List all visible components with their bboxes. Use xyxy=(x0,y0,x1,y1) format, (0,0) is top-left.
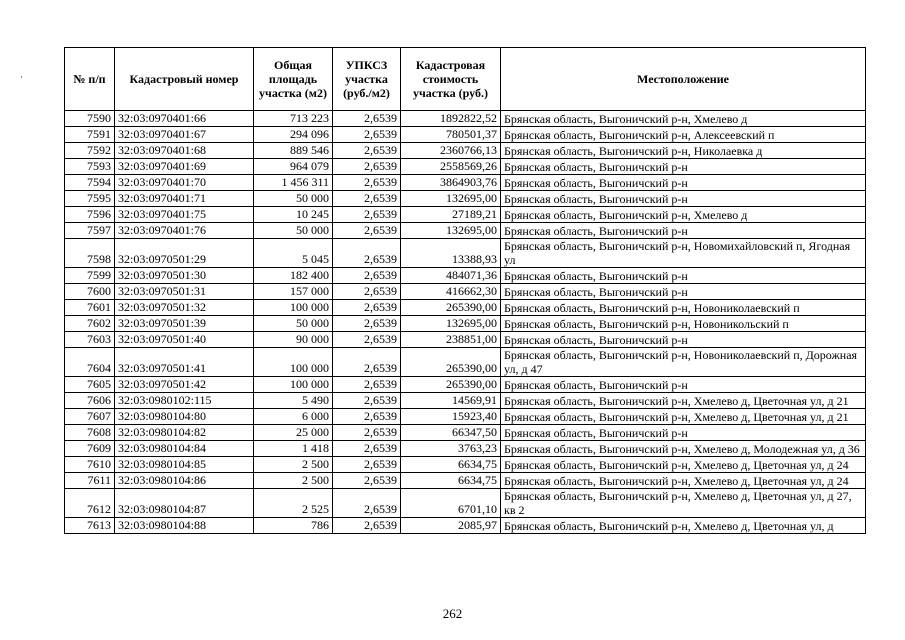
cost-value: 132695,00 xyxy=(401,191,501,207)
cost-value: 13388,93 xyxy=(401,239,501,268)
cadastral-number: 32:03:0970401:71 xyxy=(115,191,254,207)
area-value: 1 418 xyxy=(254,441,333,457)
cadastral-number: 32:03:0970401:70 xyxy=(115,175,254,191)
area-value: 25 000 xyxy=(254,425,333,441)
row-number: 7602 xyxy=(65,316,115,332)
row-number: 7612 xyxy=(65,489,115,518)
area-value: 713 223 xyxy=(254,111,333,127)
cost-value: 484071,36 xyxy=(401,268,501,284)
cost-value: 416662,30 xyxy=(401,284,501,300)
cost-value: 6634,75 xyxy=(401,473,501,489)
cadastral-number: 32:03:0970401:68 xyxy=(115,143,254,159)
header-num: № п/п xyxy=(65,48,115,111)
area-value: 90 000 xyxy=(254,332,333,348)
cadastral-number: 32:03:0970501:42 xyxy=(115,377,254,393)
table-row xyxy=(65,268,866,284)
row-number: 7595 xyxy=(65,191,115,207)
row-number: 7598 xyxy=(65,239,115,268)
cadastral-number: 32:03:0980104:80 xyxy=(115,409,254,425)
cadastral-number: 32:03:0970501:32 xyxy=(115,300,254,316)
cost-value: 6701,10 xyxy=(401,489,501,518)
area-value: 100 000 xyxy=(254,348,333,377)
row-number: 7601 xyxy=(65,300,115,316)
table-row xyxy=(65,284,866,300)
area-value: 50 000 xyxy=(254,316,333,332)
row-number: 7593 xyxy=(65,159,115,175)
row-number: 7607 xyxy=(65,409,115,425)
upks-value: 2,6539 xyxy=(333,518,401,534)
upks-value: 2,6539 xyxy=(333,316,401,332)
row-number: 7600 xyxy=(65,284,115,300)
row-number: 7590 xyxy=(65,111,115,127)
area-value: 964 079 xyxy=(254,159,333,175)
location-text: Брянская область, Выгоничский р-н, Хмелево д xyxy=(501,207,866,223)
location-text: Брянская область, Выгоничский р-н, Хмелево д, Молодежная ул, д 36 xyxy=(501,441,866,457)
row-number: 7592 xyxy=(65,143,115,159)
upks-value: 2,6539 xyxy=(333,268,401,284)
row-number: 7596 xyxy=(65,207,115,223)
table-row xyxy=(65,332,866,348)
upks-value: 2,6539 xyxy=(333,409,401,425)
cadastral-number: 32:03:0980104:82 xyxy=(115,425,254,441)
cadastral-number: 32:03:0970401:76 xyxy=(115,223,254,239)
upks-value: 2,6539 xyxy=(333,143,401,159)
table-row xyxy=(65,409,866,425)
page-number: 262 xyxy=(442,606,463,621)
cost-value: 2085,97 xyxy=(401,518,501,534)
cost-value: 265390,00 xyxy=(401,300,501,316)
location-text: Брянская область, Выгоничский р-н, Николаевка д xyxy=(501,143,866,159)
cadastral-number: 32:03:0980104:87 xyxy=(115,489,254,518)
row-number: 7610 xyxy=(65,457,115,473)
upks-value: 2,6539 xyxy=(333,457,401,473)
upks-value: 2,6539 xyxy=(333,441,401,457)
upks-value: 2,6539 xyxy=(333,393,401,409)
row-number: 7608 xyxy=(65,425,115,441)
table-row xyxy=(65,239,866,268)
upks-value: 2,6539 xyxy=(333,111,401,127)
area-value: 100 000 xyxy=(254,377,333,393)
location-text: Брянская область, Выгоничский р-н xyxy=(501,159,866,175)
row-number: 7609 xyxy=(65,441,115,457)
area-value: 10 245 xyxy=(254,207,333,223)
header-cost: Кадастровая стоимость участка (руб.) xyxy=(401,48,501,111)
area-value: 786 xyxy=(254,518,333,534)
location-text: Брянская область, Выгоничский р-н xyxy=(501,223,866,239)
row-number: 7606 xyxy=(65,393,115,409)
upks-value: 2,6539 xyxy=(333,377,401,393)
table-row xyxy=(65,175,866,191)
cost-value: 265390,00 xyxy=(401,348,501,377)
table-row xyxy=(65,159,866,175)
upks-value: 2,6539 xyxy=(333,348,401,377)
table-header-row xyxy=(65,48,866,111)
table-row xyxy=(65,377,866,393)
location-text: Брянская область, Выгоничский р-н xyxy=(501,377,866,393)
location-text: Брянская область, Выгоничский р-н, Хмелево д, Цветочная ул, д xyxy=(501,518,866,534)
cadastral-number: 32:03:0970401:75 xyxy=(115,207,254,223)
table-body xyxy=(65,111,866,534)
cost-value: 6634,75 xyxy=(401,457,501,473)
cadastral-number: 32:03:0970401:69 xyxy=(115,159,254,175)
upks-value: 2,6539 xyxy=(333,284,401,300)
location-text: Брянская область, Выгоничский р-н, Хмелево д, Цветочная ул, д 27, кв 2 xyxy=(501,489,866,518)
cost-value: 3763,23 xyxy=(401,441,501,457)
table-row xyxy=(65,223,866,239)
upks-value: 2,6539 xyxy=(333,191,401,207)
table-row xyxy=(65,300,866,316)
upks-value: 2,6539 xyxy=(333,473,401,489)
area-value: 2 500 xyxy=(254,457,333,473)
row-number: 7591 xyxy=(65,127,115,143)
area-value: 157 000 xyxy=(254,284,333,300)
table-row xyxy=(65,191,866,207)
table-row xyxy=(65,348,866,377)
scan-mark: · xyxy=(20,72,23,82)
row-number: 7604 xyxy=(65,348,115,377)
cost-value: 1892822,52 xyxy=(401,111,501,127)
cost-value: 66347,50 xyxy=(401,425,501,441)
location-text: Брянская область, Выгоничский р-н, Хмелево д, Цветочная ул, д 21 xyxy=(501,393,866,409)
table-row xyxy=(65,393,866,409)
cadastral-number: 32:03:0970501:31 xyxy=(115,284,254,300)
row-number: 7603 xyxy=(65,332,115,348)
area-value: 5 045 xyxy=(254,239,333,268)
cadastral-number: 32:03:0970501:41 xyxy=(115,348,254,377)
table-row xyxy=(65,111,866,127)
location-text: Брянская область, Выгоничский р-н, Алексеевский п xyxy=(501,127,866,143)
cadastral-table xyxy=(64,47,866,534)
row-number: 7599 xyxy=(65,268,115,284)
area-value: 6 000 xyxy=(254,409,333,425)
area-value: 100 000 xyxy=(254,300,333,316)
cost-value: 265390,00 xyxy=(401,377,501,393)
table-row xyxy=(65,207,866,223)
location-text: Брянская область, Выгоничский р-н, Новониколаевский п, Дорожная ул, д 47 xyxy=(501,348,866,377)
cadastral-number: 32:03:0970401:67 xyxy=(115,127,254,143)
location-text: Брянская область, Выгоничский р-н xyxy=(501,332,866,348)
area-value: 1 456 311 xyxy=(254,175,333,191)
upks-value: 2,6539 xyxy=(333,207,401,223)
header-cadastral-number: Кадастровый номер xyxy=(115,48,254,111)
table-row xyxy=(65,441,866,457)
cost-value: 3864903,76 xyxy=(401,175,501,191)
area-value: 889 546 xyxy=(254,143,333,159)
location-text: Брянская область, Выгоничский р-н xyxy=(501,425,866,441)
table-row xyxy=(65,316,866,332)
area-value: 294 096 xyxy=(254,127,333,143)
cadastral-number: 32:03:0980102:115 xyxy=(115,393,254,409)
location-text: Брянская область, Выгоничский р-н, Новоникольский п xyxy=(501,316,866,332)
area-value: 2 525 xyxy=(254,489,333,518)
cadastral-number: 32:03:0970501:40 xyxy=(115,332,254,348)
area-value: 2 500 xyxy=(254,473,333,489)
header-area: Общая площадь участка (м2) xyxy=(254,48,333,111)
table-row xyxy=(65,143,866,159)
cadastral-number: 32:03:0980104:86 xyxy=(115,473,254,489)
location-text: Брянская область, Выгоничский р-н xyxy=(501,175,866,191)
cadastral-number: 32:03:0970501:30 xyxy=(115,268,254,284)
location-text: Брянская область, Выгоничский р-н xyxy=(501,191,866,207)
cadastral-table-container xyxy=(64,47,865,534)
area-value: 5 490 xyxy=(254,393,333,409)
location-text: Брянская область, Выгоничский р-н, Хмелево д xyxy=(501,111,866,127)
location-text: Брянская область, Выгоничский р-н xyxy=(501,268,866,284)
area-value: 50 000 xyxy=(254,191,333,207)
upks-value: 2,6539 xyxy=(333,223,401,239)
table-row xyxy=(65,489,866,518)
row-number: 7597 xyxy=(65,223,115,239)
row-number: 7613 xyxy=(65,518,115,534)
upks-value: 2,6539 xyxy=(333,159,401,175)
table-row xyxy=(65,518,866,534)
location-text: Брянская область, Выгоничский р-н, Хмелево д, Цветочная ул, д 21 xyxy=(501,409,866,425)
upks-value: 2,6539 xyxy=(333,425,401,441)
upks-value: 2,6539 xyxy=(333,239,401,268)
cost-value: 2558569,26 xyxy=(401,159,501,175)
location-text: Брянская область, Выгоничский р-н, Хмелево д, Цветочная ул, д 24 xyxy=(501,457,866,473)
table-row xyxy=(65,473,866,489)
upks-value: 2,6539 xyxy=(333,332,401,348)
cost-value: 15923,40 xyxy=(401,409,501,425)
row-number: 7611 xyxy=(65,473,115,489)
area-value: 50 000 xyxy=(254,223,333,239)
header-upks: УПКСЗ участка (руб./м2) xyxy=(333,48,401,111)
location-text: Брянская область, Выгоничский р-н, Новомихайловский п, Ягодная ул xyxy=(501,239,866,268)
cadastral-number: 32:03:0980104:88 xyxy=(115,518,254,534)
cost-value: 27189,21 xyxy=(401,207,501,223)
cost-value: 2360766,13 xyxy=(401,143,501,159)
cadastral-number: 32:03:0970501:29 xyxy=(115,239,254,268)
table-row xyxy=(65,127,866,143)
upks-value: 2,6539 xyxy=(333,127,401,143)
cost-value: 780501,37 xyxy=(401,127,501,143)
row-number: 7594 xyxy=(65,175,115,191)
location-text: Брянская область, Выгоничский р-н, Новониколаевский п xyxy=(501,300,866,316)
table-row xyxy=(65,425,866,441)
area-value: 182 400 xyxy=(254,268,333,284)
upks-value: 2,6539 xyxy=(333,489,401,518)
location-text: Брянская область, Выгоничский р-н xyxy=(501,284,866,300)
header-location: Местоположение xyxy=(501,48,866,111)
cadastral-number: 32:03:0970501:39 xyxy=(115,316,254,332)
table-row xyxy=(65,457,866,473)
cadastral-number: 32:03:0970401:66 xyxy=(115,111,254,127)
upks-value: 2,6539 xyxy=(333,300,401,316)
cadastral-number: 32:03:0980104:84 xyxy=(115,441,254,457)
cadastral-number: 32:03:0980104:85 xyxy=(115,457,254,473)
cost-value: 132695,00 xyxy=(401,223,501,239)
upks-value: 2,6539 xyxy=(333,175,401,191)
row-number: 7605 xyxy=(65,377,115,393)
cost-value: 238851,00 xyxy=(401,332,501,348)
cost-value: 14569,91 xyxy=(401,393,501,409)
location-text: Брянская область, Выгоничский р-н, Хмелево д, Цветочная ул, д 24 xyxy=(501,473,866,489)
cost-value: 132695,00 xyxy=(401,316,501,332)
